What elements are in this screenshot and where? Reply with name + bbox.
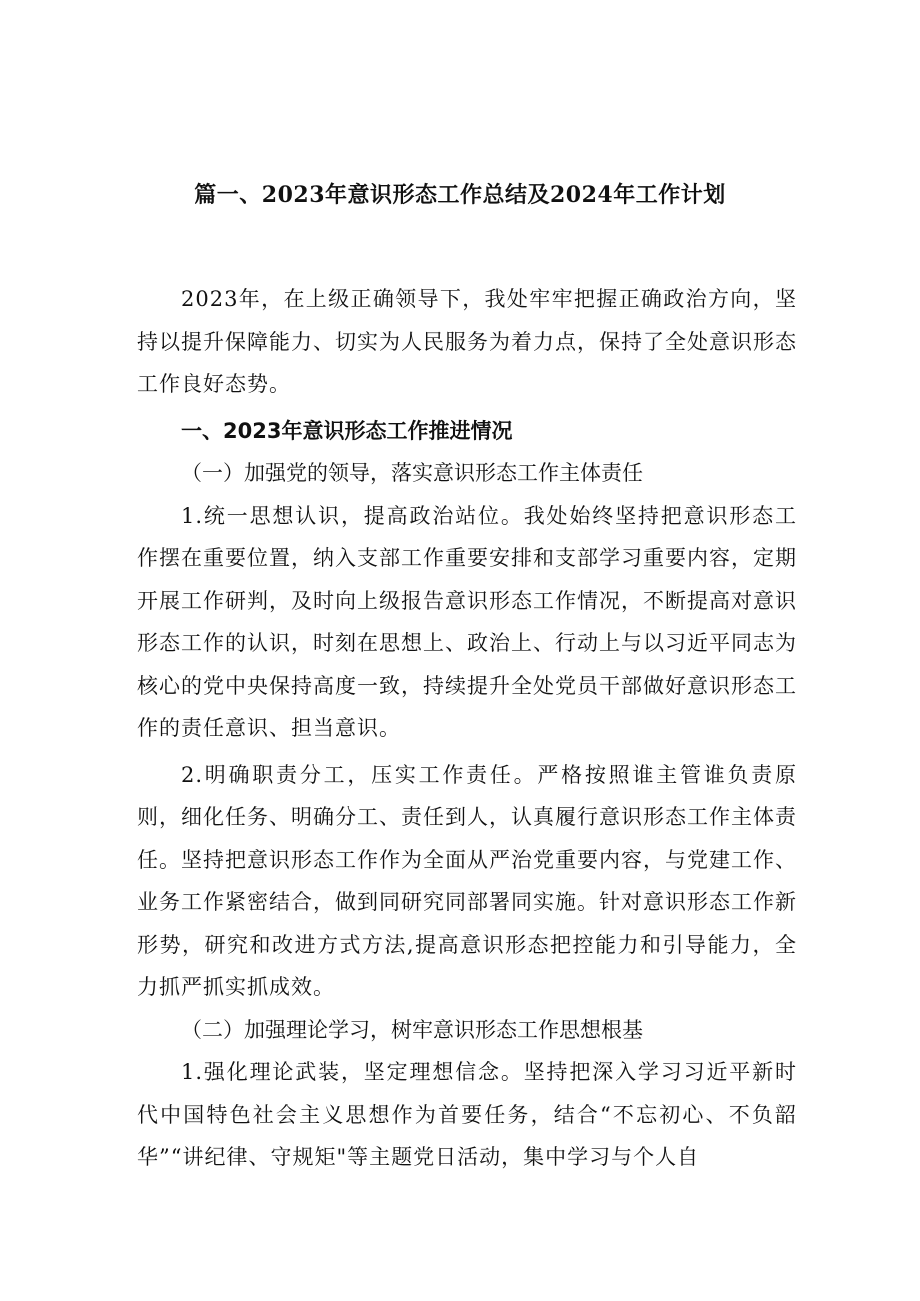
paragraph-1-1: 1.统一思想认识，提高政治站位。我处始终坚持把意识形态工作摆在重要位置，纳入支部工作重要安排和支部学习重要内容，定期开展工作研判，及时向上级报告意识形态工作情况，不断提高对意识形态工作的认识，时刻在思想上、政治上、行动上与以习近平同志为核心的党中央保持高度一致，持续提升全处党员干部做好意识形态工作的责任意识、担当意识。: [137, 503, 797, 740]
intro-paragraph: 2023年，在上级正确领导下，我处牢牢把握正确政治方向，坚持以提升保障能力、切实为人民服务为着力点，保持了全处意识形态工作良好态势。: [137, 287, 797, 396]
document-title: 篇一、2023年意识形态工作总结及2024年工作计划: [194, 182, 726, 208]
paragraph-2-1: 1.强化理论武装，坚定理想信念。坚持把深入学习习近平新时代中国特色社会主义思想作为首要任务，结合“不忘初心、不负韶华”“讲纪律、守规矩"等主题党日活动，集中学习与个人自: [137, 1060, 797, 1169]
section-heading-1: 一、2023年意识形态工作推进情况: [181, 418, 513, 443]
subsection-heading-1: （一）加强党的领导，落实意识形态工作主体责任: [181, 461, 643, 485]
paragraph-1-2: 2.明确职责分工，压实工作责任。严格按照谁主管谁负责原则，细化任务、明确分工、责任到人，认真履行意识形态工作主体责任。坚持把意识形态工作作为全面从严治党重要内容，与党建工作、业务工作紧密结合，做到同研究同部署同实施。针对意识形态工作新形势，研究和改进方式方法,提高意识形态把控能力和引导能力，全力抓严抓实抓成效。: [137, 762, 797, 999]
document-body: [137, 278, 797, 1179]
subsection-heading-2: （二）加强理论学习，树牢意识形态工作思想根基: [181, 1017, 643, 1042]
